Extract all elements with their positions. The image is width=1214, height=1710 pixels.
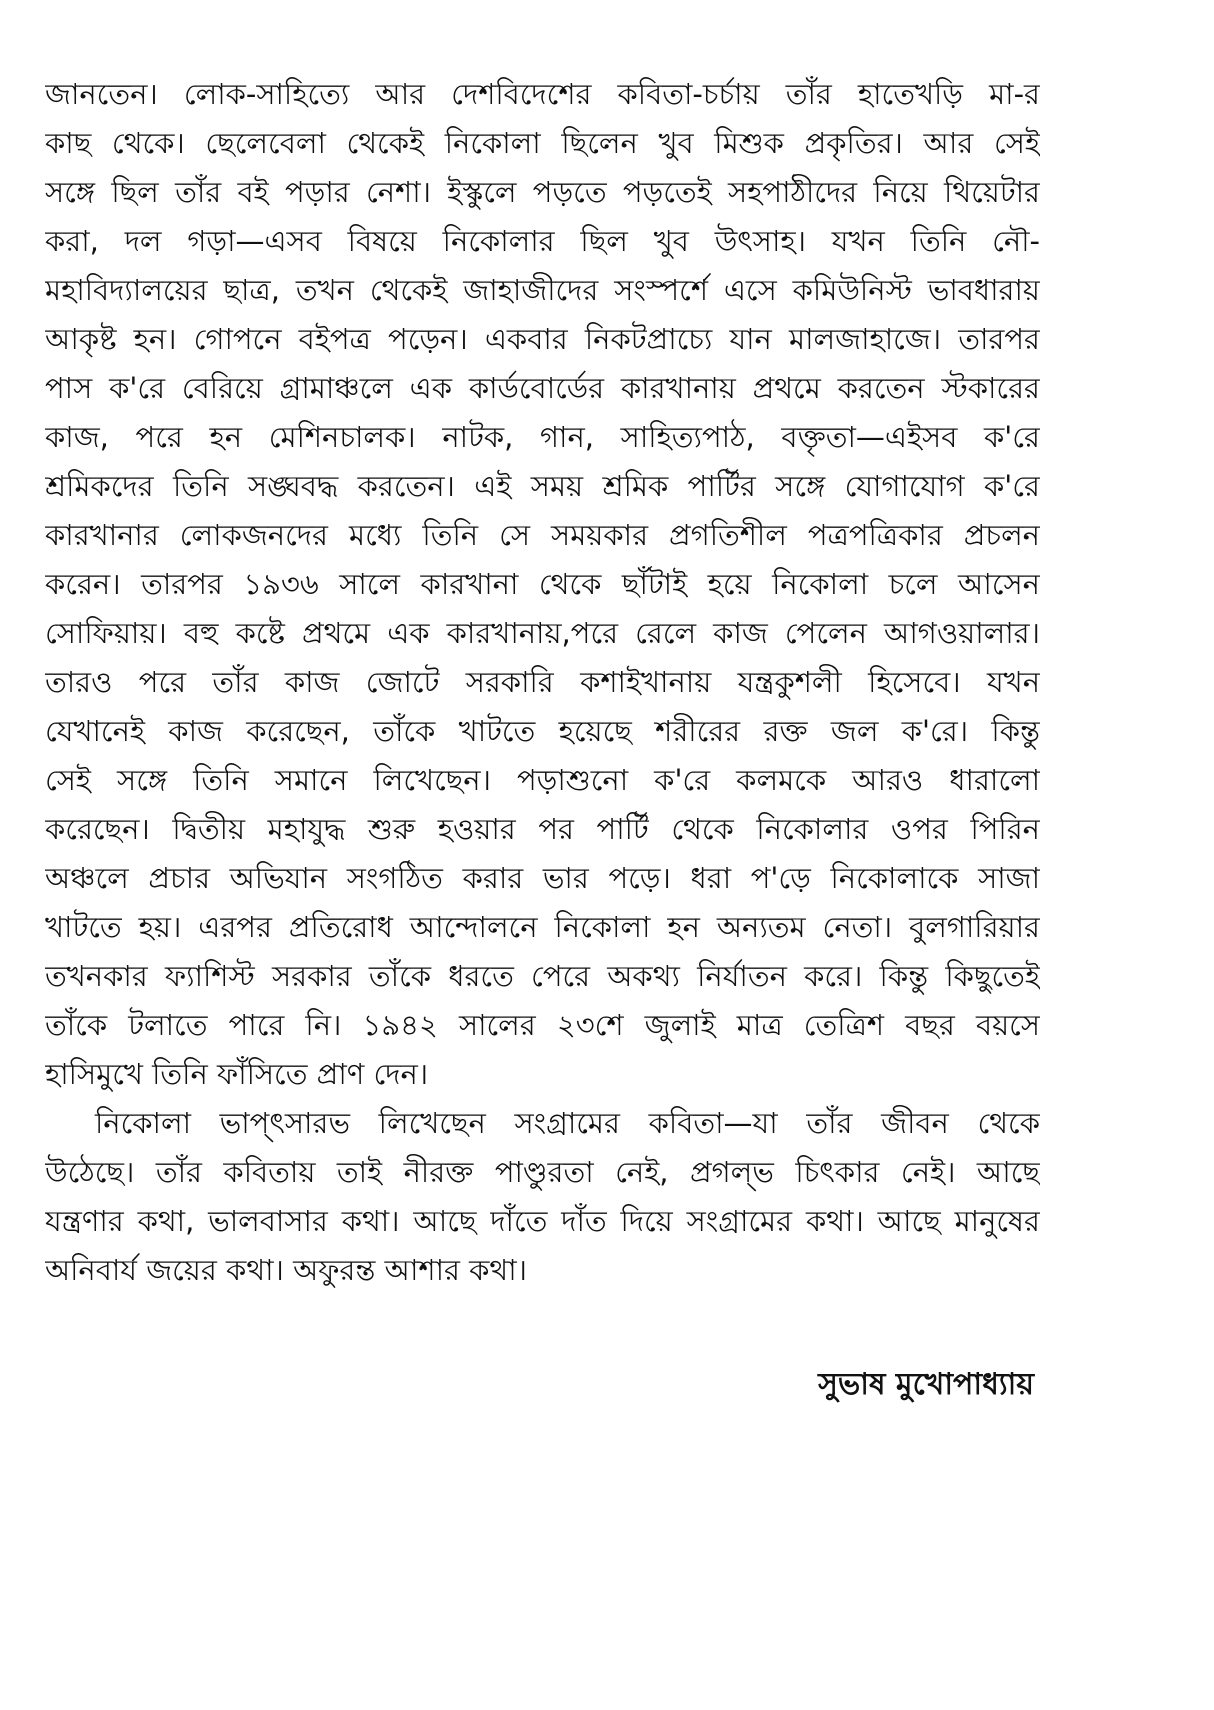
text-line: করা, দল গড়া—এসব বিষয়ে নিকোলার ছিল খুব উৎসাহ। যখন তিনি নৌ- <box>45 224 1040 258</box>
text-line: পাস ক'রে বেরিয়ে গ্রামাঞ্চলে এক কার্ডবোর্ডের কারখানায় প্রথমে করতেন স্টকারের <box>45 371 1040 405</box>
text-line: যন্ত্রণার কথা, ভালবাসার কথা। আছে দাঁতে দাঁত দিয়ে সংগ্রামের কথা। আছে মানুষের <box>45 1204 1040 1238</box>
text-line: জানতেন। লোক-সাহিত্যে আর দেশবিদেশের কবিতা-চর্চায় তাঁর হাতেখড়ি মা-র <box>45 77 1040 111</box>
text-line: তাঁকে টলাতে পারে নি। ১৯৪২ সালের ২৩শে জুলাই মাত্র তেত্রিশ বছর বয়সে <box>45 1008 1040 1042</box>
text-line: কাছ থেকে। ছেলেবেলা থেকেই নিকোলা ছিলেন খুব মিশুক প্রকৃতির। আর সেই <box>45 126 1040 160</box>
text-line: যেখানেই কাজ করেছেন, তাঁকে খাটতে হয়েছে শরীরের রক্ত জল ক'রে। কিন্তু <box>45 714 1040 748</box>
text-line: তারও পরে তাঁর কাজ জোটে সরকারি কশাইখানায় যন্ত্রকুশলী হিসেবে। যখন <box>45 665 1040 699</box>
text-line: কারখানার লোকজনদের মধ্যে তিনি সে সময়কার প্রগতিশীল পত্রপত্রিকার প্রচলন <box>45 518 1040 552</box>
text-line: মহাবিদ্যালয়ের ছাত্র, তখন থেকেই জাহাজীদের সংস্পর্শে এসে কমিউনিস্ট ভাবধারায় <box>45 273 1040 307</box>
document-body <box>45 70 1040 1295</box>
text-line: সঙ্গে ছিল তাঁর বই পড়ার নেশা। ইস্কুলে পড়তে পড়তেই সহপাঠীদের নিয়ে থিয়েটার <box>45 175 1040 209</box>
text-line: অনিবার্য জয়ের কথা। অফুরন্ত আশার কথা। <box>45 1253 527 1287</box>
text-line: সেই সঙ্গে তিনি সমানে লিখেছেন। পড়াশুনো ক'রে কলমকে আরও ধারালো <box>45 763 1040 797</box>
text-line: খাটতে হয়। এরপর প্রতিরোধ আন্দোলনে নিকোলা হন অন্যতম নেতা। বুলগারিয়ার <box>45 910 1040 944</box>
text-line: হাসিমুখে তিনি ফাঁসিতে প্রাণ দেন। <box>45 1057 429 1091</box>
text-line: শ্রমিকদের তিনি সঙ্ঘবদ্ধ করতেন। এই সময় শ্রমিক পার্টির সঙ্গে যোগাযোগ ক'রে <box>45 469 1040 503</box>
text-line: উঠেছে। তাঁর কবিতায় তাই নীরক্ত পাণ্ডুরতা নেই, প্রগল্‌ভ চিৎকার নেই। আছে <box>45 1155 1040 1189</box>
text-line: কাজ, পরে হন মেশিনচালক। নাটক, গান, সাহিত্যপাঠ, বক্তৃতা—এইসব ক'রে <box>45 420 1040 454</box>
text-line: করেছেন। দ্বিতীয় মহাযুদ্ধ শুরু হওয়ার পর পার্টি থেকে নিকোলার ওপর পিরিন <box>45 812 1040 846</box>
text-line: অঞ্চলে প্রচার অভিযান সংগঠিত করার ভার পড়ে। ধরা প'ড়ে নিকোলাকে সাজা <box>45 861 1040 895</box>
author-signature: সুভাষ মুখোপাধ্যায় <box>818 1367 1034 1402</box>
text-line: তখনকার ফ্যাশিস্ট সরকার তাঁকে ধরতে পেরে অকথ্য নির্যাতন করে। কিন্তু কিছুতেই <box>45 959 1040 993</box>
text-line: সোফিয়ায়। বহু কষ্টে প্রথমে এক কারখানায়,পরে রেলে কাজ পেলেন আগওয়ালার। <box>45 616 1040 650</box>
text-line: করেন। তারপর ১৯৩৬ সালে কারখানা থেকে ছাঁটাই হয়ে নিকোলা চলে আসেন <box>45 567 1040 601</box>
text-line: আকৃষ্ট হন। গোপনে বইপত্র পড়েন। একবার নিকটপ্রাচ্যে যান মালজাহাজে। তারপর <box>45 322 1040 356</box>
text-line: নিকোলা ভাপ্‌ৎসারভ লিখেছেন সংগ্রামের কবিতা—যা তাঁর জীবন থেকে <box>95 1106 1040 1140</box>
